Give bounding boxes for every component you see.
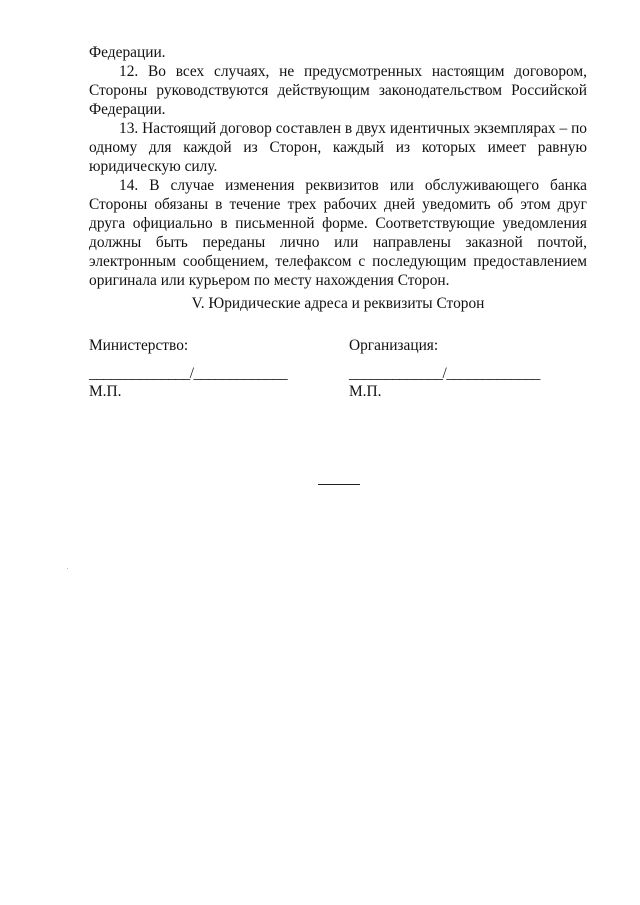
ministry-stamp-label: М.П. [89, 383, 122, 400]
section-heading: V. Юридические адреса и реквизиты Сторон [191, 295, 485, 312]
organization-stamp-label: М.П. [349, 383, 382, 400]
paragraph-12: 12. Во всех случаях, не предусмотренных настоящим договором, Стороны руководствуются действующим законодательством Российской Федерации. [89, 63, 587, 118]
end-of-document-rule [318, 484, 360, 485]
organization-label: Организация: [349, 337, 439, 354]
contract-body [89, 43, 587, 290]
organization-signature-line: _____________/_____________ [349, 365, 540, 382]
paragraph-continuation: Федерации. [89, 44, 166, 61]
scan-speck [67, 568, 68, 569]
ministry-label: Министерство: [89, 337, 189, 354]
ministry-signature-line: ______________/_____________ [89, 365, 288, 382]
paragraph-14: 14. В случае изменения реквизитов или обслуживающего банка Стороны обязаны в течение трех рабочих дней уведомить об этом друг друга официально в письменной форме. Соответствующие уведомления должны быть переданы лично или направлены заказной почтой, электронным сообщением, телефаксом с последующим предоставлением оригинала или курьером по месту нахождения Сторон. [89, 177, 587, 289]
paragraph-13: 13. Настоящий договор составлен в двух идентичных экземплярах – по одному для каждой из Сторон, каждый из которых имеет равную юридическую силу. [89, 120, 587, 175]
